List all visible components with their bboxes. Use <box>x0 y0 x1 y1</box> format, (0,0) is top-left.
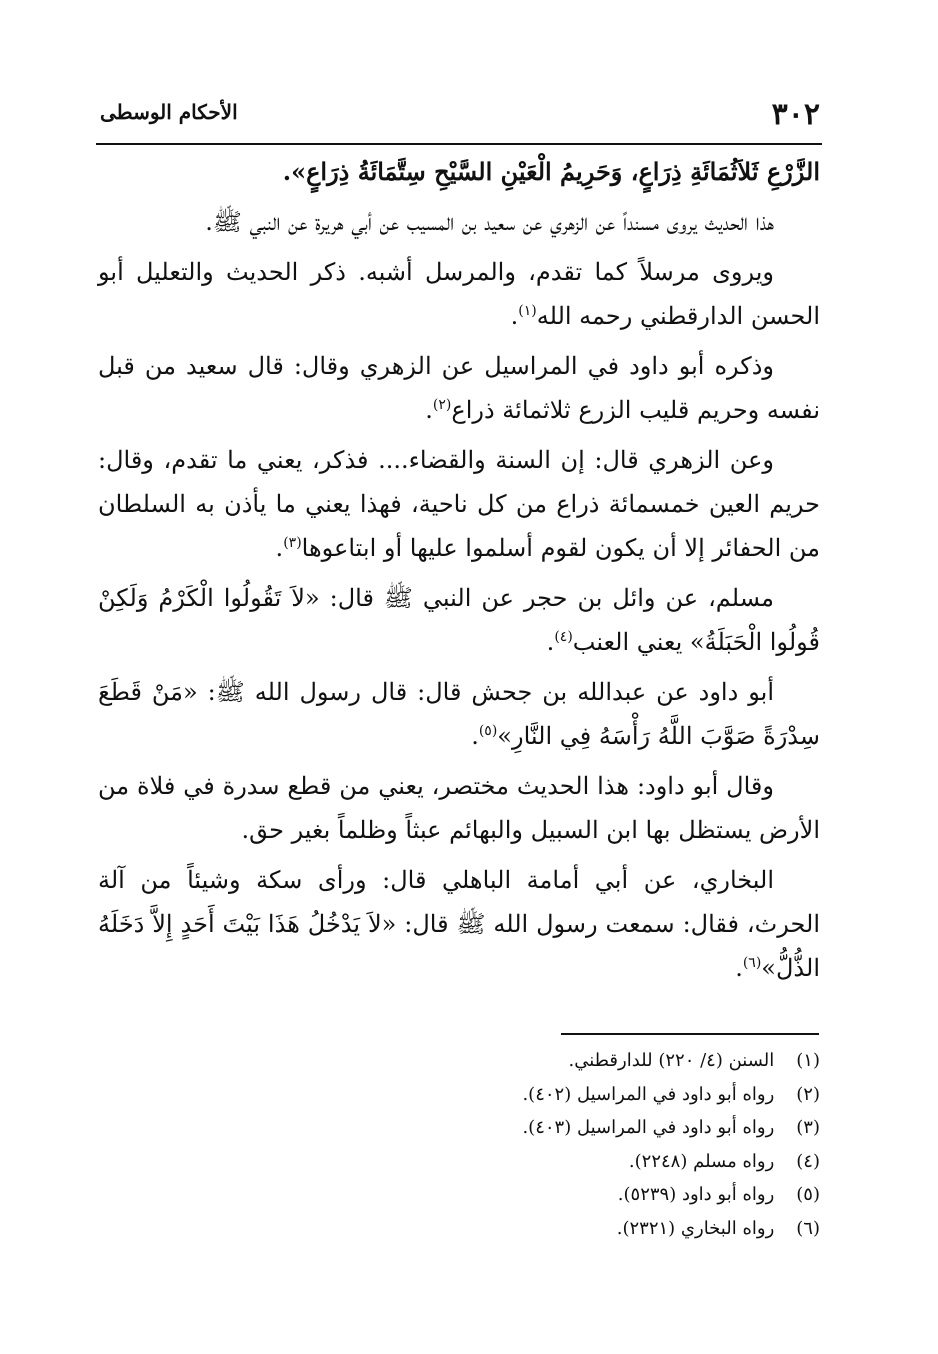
paragraph <box>98 200 820 244</box>
page-header <box>100 92 820 132</box>
paragraph-tail: . <box>471 722 479 750</box>
footnote-number: (٢) <box>796 1083 820 1105</box>
footnote-rule <box>561 1033 819 1035</box>
paragraph <box>98 858 820 990</box>
paragraph-text: وقال أبو داود: هذا الحديث مختصر، يعني من قطع سدرة في فلاة من الأرض يستظل بها ابن السبيل والبهائم عبثاً وظلماً بغير حق. <box>98 772 820 844</box>
footnote-item <box>320 1178 820 1212</box>
footnote-text: رواه أبو داود في المراسيل (٤٠٢). <box>522 1083 775 1105</box>
header-rule <box>96 143 822 145</box>
paragraph-text: أبو داود عن عبدالله بن جحش قال: قال رسول الله ﷺ: «مَنْ قَطَعَ سِدْرَةً صَوَّبَ اللَّهُ رَأْسَهُ فِي النَّارِ» <box>98 678 820 750</box>
paragraph-tail: . <box>546 628 555 656</box>
paragraph-text: هذا الحديث يروى مسنداً عن الزهري عن سعيد بن المسيب عن أبي هريرة عن النبي ﷺ. <box>205 208 774 236</box>
paragraph-text: البخاري، عن أبي أمامة الباهلي قال: ورأى سكة وشيئاً من آلة الحرث، فقال: سمعت رسول الله ﷺ قال: «لاَ يَدْخُلُ هَذَا بَيْتَ أَحَدٍ إِلاَّ دَخَلَهُ الذُّلُّ» <box>98 866 820 982</box>
footnote-number: (٥) <box>796 1184 820 1206</box>
footnote-number: (١) <box>796 1050 820 1071</box>
paragraph-tail: . <box>425 396 433 424</box>
page-number: ٣٠٢ <box>771 97 820 132</box>
footnotes <box>320 1044 820 1246</box>
footnote-number: (٣) <box>796 1117 820 1139</box>
paragraph-text: مسلم، عن وائل بن حجر عن النبي ﷺ قال: «لاَ تَقُولُوا الْكَرْمُ وَلَكِنْ قُولُوا الْحَبَلَةُ» يعني العنب <box>98 584 820 656</box>
paragraph-tail: . <box>735 954 743 982</box>
paragraph-tail: . <box>510 302 519 330</box>
footnote-text: رواه أبو داود (٥٢٣٩). <box>617 1184 775 1206</box>
paragraph-text: وذكره أبو داود في المراسيل عن الزهري وقال: قال سعيد من قبل نفسه وحريم قليب الزرع ثلاثمائة ذراع <box>98 352 820 424</box>
footnote-marker[interactable]: (٥) <box>478 723 498 739</box>
footnote-marker[interactable]: (١) <box>518 303 537 319</box>
paragraph-text: الزَّرْعِ ثَلاَثُمَائَةِ ذِرَاعٍ، وَحَرِيمُ الْعَيْنِ السَّيْحِ سِتَّمَائَةُ ذِرَاعٍ». <box>282 157 820 186</box>
footnote-marker[interactable]: (٢) <box>432 397 452 413</box>
footnote-item <box>320 1111 820 1145</box>
paragraph <box>98 576 820 664</box>
footnote-text: رواه مسلم (٢٢٤٨). <box>628 1150 775 1172</box>
footnote-marker[interactable]: (٣) <box>283 535 302 551</box>
paragraph <box>98 344 820 432</box>
footnote-item <box>320 1078 820 1112</box>
footnote-text: السنن (٤/ ٢٢٠) للدارقطني. <box>568 1050 775 1071</box>
running-title: الأحكام الوسطى <box>100 100 238 124</box>
paragraph <box>98 250 820 338</box>
footnote-text: رواه أبو داود في المراسيل (٤٠٣). <box>522 1117 775 1139</box>
footnote-number: (٦) <box>796 1217 820 1239</box>
paragraph <box>98 438 820 570</box>
footnote-item <box>320 1212 820 1246</box>
footnote-number: (٤) <box>796 1150 820 1172</box>
paragraph-text: وعن الزهري قال: إن السنة والقضاء.... فذكر، يعني ما تقدم، وقال: حريم العين خمسمائة ذراع من كل ناحية، فهذا يعني ما يأذن به السلطان من الحفائر إلا أن يكون لقوم أسلموا عليها أو ابتاعوها <box>98 446 820 562</box>
footnote-item <box>320 1145 820 1179</box>
paragraph <box>98 670 820 758</box>
footnote-text: رواه البخاري (٢٣٢١). <box>616 1217 775 1239</box>
paragraph <box>98 764 820 852</box>
body-text <box>98 150 820 996</box>
footnote-marker[interactable]: (٦) <box>742 955 762 971</box>
paragraph <box>98 150 820 194</box>
footnote-marker[interactable]: (٤) <box>554 629 573 645</box>
footnote-item <box>320 1044 820 1078</box>
paragraph-tail: . <box>275 534 284 562</box>
paragraph-text: ويروى مرسلاً كما تقدم، والمرسل أشبه. ذكر الحديث والتعليل أبو الحسن الدارقطني رحمه الله <box>98 258 820 330</box>
